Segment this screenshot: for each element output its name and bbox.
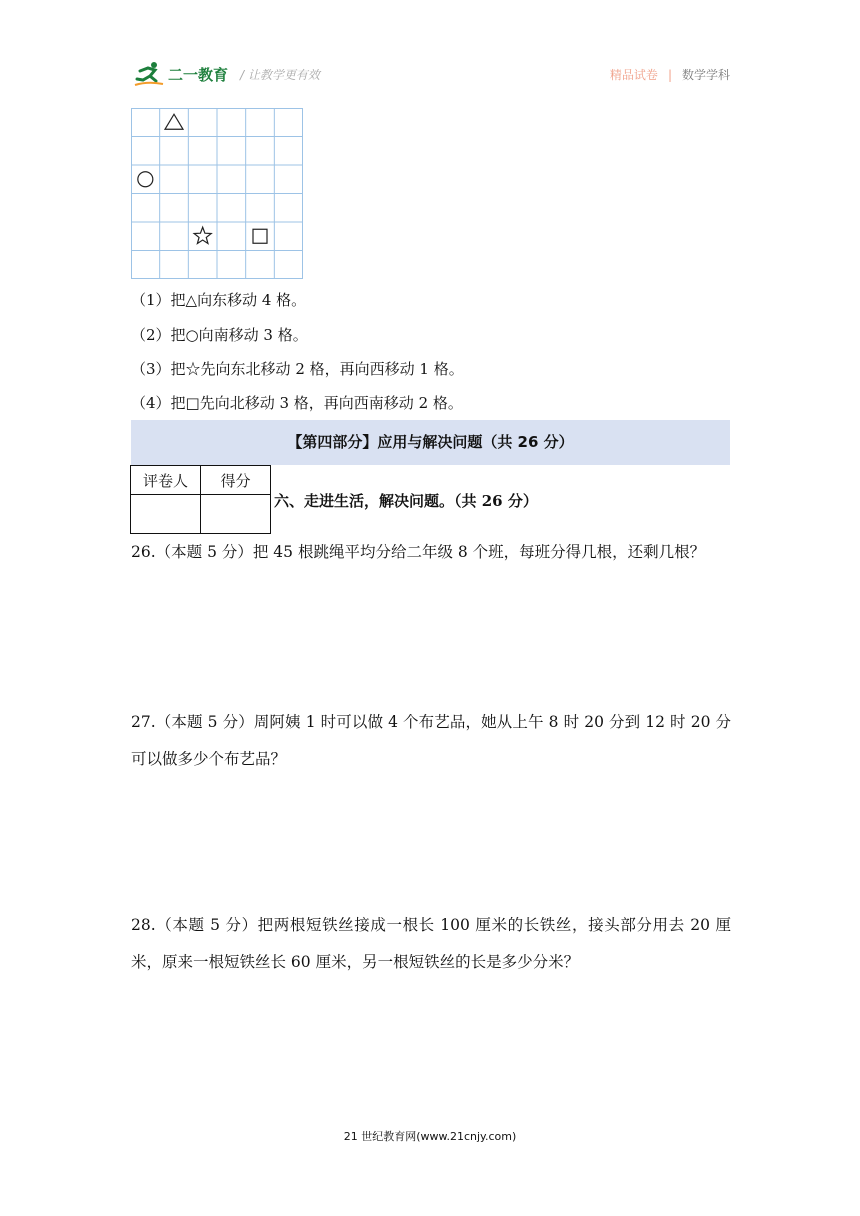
- grader-header: 评卷人: [131, 466, 201, 495]
- problem-28: 28.（本题 5 分）把两根短铁丝接成一根长 100 厘米的长铁丝，接头部分用去 20 厘米，原来一根短铁丝长 60 厘米，另一根短铁丝的长是多少分米？: [131, 916, 731, 971]
- brand-logo: [134, 56, 320, 92]
- problem-27: 27.（本题 5 分）周阿姨 1 时可以做 4 个布艺品，她从上午 8 时 20 分到 12 时 20 分可以做多少个布艺品？: [131, 713, 731, 768]
- shape-grid: [131, 108, 303, 279]
- header-right-label: 精品试卷: [609, 68, 658, 82]
- section-banner: 【第四部分】应用与解决问题（共 26 分）: [131, 420, 730, 465]
- section-title: 六、走进生活，解决问题。（共 26 分）: [274, 492, 538, 510]
- header-right: [610, 66, 730, 83]
- header-separator: |: [667, 67, 672, 82]
- score-table: [130, 465, 271, 534]
- question-3: （3）把☆先向东北移动 2 格，再向西移动 1 格。: [131, 360, 464, 378]
- page-footer: 21 世纪教育网(www.21cnjy.com): [343, 1130, 517, 1143]
- logo-text: 二一教育: [168, 65, 229, 84]
- grader-cell[interactable]: [131, 495, 201, 534]
- score-cell[interactable]: [201, 495, 271, 534]
- circle-icon: [138, 172, 153, 187]
- question-1: （1）把△向东移动 4 格。: [131, 291, 307, 309]
- slogan: / 让教学更有效: [240, 67, 320, 82]
- square-icon: [253, 229, 267, 243]
- star-icon: [194, 227, 211, 243]
- runner-logo-icon: [134, 61, 164, 87]
- question-2: （2）把○向南移动 3 格。: [131, 326, 308, 344]
- score-header: 得分: [201, 466, 271, 495]
- triangle-icon: [165, 114, 183, 129]
- problem-26: 26.（本题 5 分）把 45 根跳绳平均分给二年级 8 个班，每班分得几根，还剩几根？: [131, 543, 706, 561]
- header-subject: 数学学科: [681, 68, 730, 82]
- question-4: （4）把□先向北移动 3 格，再向西南移动 2 格。: [131, 394, 463, 412]
